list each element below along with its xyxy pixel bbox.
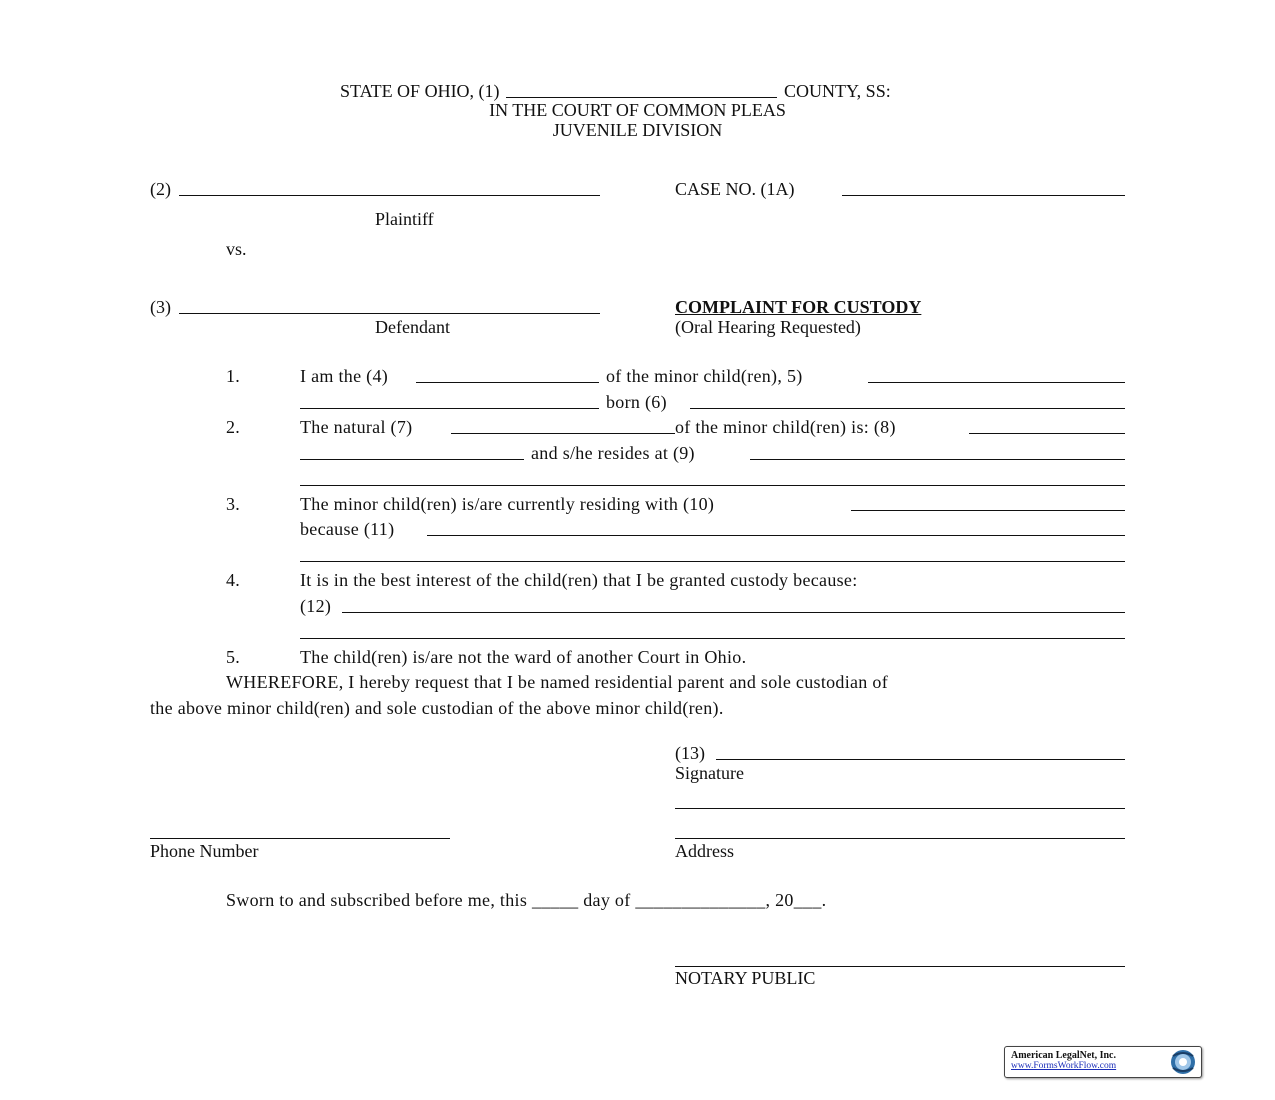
item-4-text-b: (12) xyxy=(300,596,332,616)
item-number-3: 3. xyxy=(226,494,241,514)
item-number-4: 4. xyxy=(226,570,241,590)
county-field[interactable] xyxy=(506,97,777,98)
case-number-label: CASE NO. (1A) xyxy=(675,179,795,199)
best-interest-field-2[interactable] xyxy=(300,638,1125,639)
child-names-field[interactable] xyxy=(868,382,1125,383)
best-interest-field[interactable] xyxy=(342,612,1125,613)
signature-number: (13) xyxy=(675,743,705,763)
item-1-text-b: of the minor child(ren), 5) xyxy=(606,366,803,386)
item-1-text-a: I am the (4) xyxy=(300,366,389,386)
item-3-text-a: The minor child(ren) is/are currently residing with (10) xyxy=(300,494,715,514)
item-number-1: 1. xyxy=(226,366,241,386)
item-1-text-c: born (6) xyxy=(606,392,667,412)
division-name: JUVENILE DIVISION xyxy=(552,120,723,140)
relationship-field[interactable] xyxy=(416,382,599,383)
item-2-text-c: and s/he resides at (9) xyxy=(531,443,695,463)
defendant-label: Defendant xyxy=(375,317,450,337)
document-title: COMPLAINT FOR CUSTODY xyxy=(675,297,922,317)
plaintiff-field[interactable] xyxy=(179,195,600,196)
globe-icon xyxy=(1167,1048,1199,1076)
defendant-number: (3) xyxy=(150,297,171,317)
versus-label: vs. xyxy=(226,239,247,259)
item-4-text-a: It is in the best interest of the child(ren) that I be granted custody because: xyxy=(300,570,858,590)
signature-label: Signature xyxy=(675,763,744,783)
item-3-text-b: because (11) xyxy=(300,519,395,539)
notary-public-label: NOTARY PUBLIC xyxy=(675,968,816,988)
wherefore-line-2: the above minor child(ren) and sole custodian of the above minor child(ren). xyxy=(150,698,724,718)
because-field-2[interactable] xyxy=(300,561,1125,562)
item-number-5: 5. xyxy=(226,647,241,667)
natural-parent-field[interactable] xyxy=(451,433,675,434)
item-2-text-a: The natural (7) xyxy=(300,417,413,437)
document-subtitle: (Oral Hearing Requested) xyxy=(675,317,861,337)
address-field-1[interactable] xyxy=(675,808,1125,809)
notary-signature-field[interactable] xyxy=(675,966,1125,967)
birth-date-field[interactable] xyxy=(690,408,1125,409)
sworn-statement: Sworn to and subscribed before me, this _____ day of ______________, 20___. xyxy=(226,890,827,910)
signature-field[interactable] xyxy=(716,759,1125,760)
item-2-text-b: of the minor child(ren) is: (8) xyxy=(675,417,896,437)
residence-field-2[interactable] xyxy=(300,485,1125,486)
defendant-field[interactable] xyxy=(179,313,600,314)
state-line-prefix: STATE OF OHIO, (1) xyxy=(340,81,500,101)
phone-number-label: Phone Number xyxy=(150,841,259,861)
plaintiff-number: (2) xyxy=(150,179,171,199)
residence-field[interactable] xyxy=(750,459,1125,460)
address-label: Address xyxy=(675,841,734,861)
case-number-field[interactable] xyxy=(842,195,1125,196)
item-number-2: 2. xyxy=(226,417,241,437)
badge-url-link[interactable]: www.FormsWorkFlow.com xyxy=(1011,1061,1117,1071)
plaintiff-label: Plaintiff xyxy=(375,209,434,229)
child-names-field-2[interactable] xyxy=(300,408,599,409)
phone-number-field[interactable] xyxy=(150,838,450,839)
address-field-2[interactable] xyxy=(675,838,1125,839)
parent-name-field[interactable] xyxy=(969,433,1125,434)
court-name: IN THE COURT OF COMMON PLEAS xyxy=(489,100,786,120)
parent-name-field-2[interactable] xyxy=(300,459,524,460)
item-5-text-a: The child(ren) is/are not the ward of another Court in Ohio. xyxy=(300,647,747,667)
forms-workflow-badge[interactable] xyxy=(1004,1046,1202,1078)
badge-company: American LegalNet, Inc. xyxy=(1011,1050,1116,1061)
residing-with-field[interactable] xyxy=(851,510,1125,511)
wherefore-line-1: WHEREFORE, I hereby request that I be named residential parent and sole custodian of xyxy=(226,672,889,692)
because-field[interactable] xyxy=(427,535,1125,536)
state-line-suffix: COUNTY, SS: xyxy=(784,81,891,101)
